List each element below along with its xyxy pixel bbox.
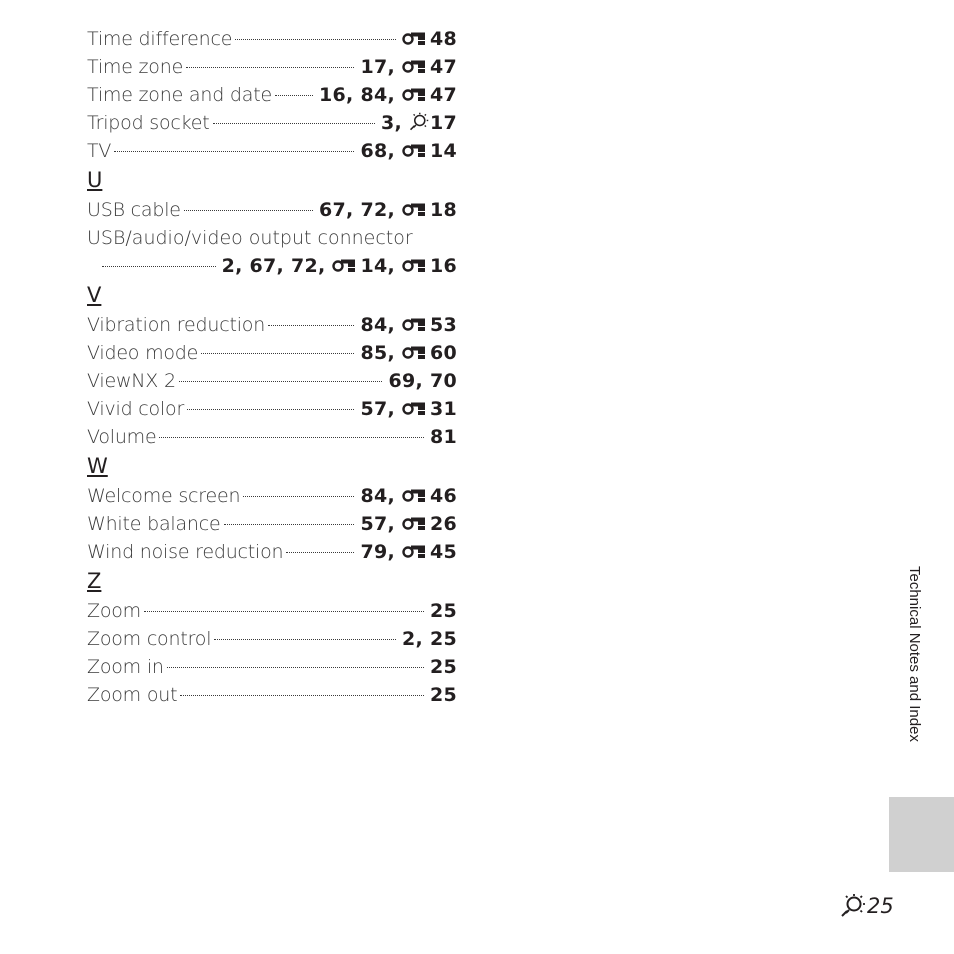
page-ref-numbers: 84,	[360, 314, 402, 336]
index-term: Time zone and date	[87, 84, 272, 106]
dot-leader	[180, 695, 424, 696]
section-thumb-tab	[889, 797, 954, 872]
index-term: Vibration reduction	[87, 314, 266, 336]
index-entry	[87, 81, 457, 109]
dot-leader	[184, 210, 313, 211]
page-references	[319, 81, 457, 109]
page-ref-section-number: 53	[429, 314, 457, 336]
reference-section-icon	[402, 81, 428, 109]
page-ref-numbers: 67, 72,	[319, 199, 402, 221]
index-letter-heading: Z	[87, 569, 102, 593]
index-term: Zoom control	[87, 628, 212, 650]
reference-section-icon	[402, 252, 428, 280]
dot-leader	[179, 381, 383, 382]
page-references	[430, 597, 457, 625]
page-references	[430, 681, 457, 709]
page-ref-section-number: 48	[429, 28, 457, 50]
dot-leader	[186, 67, 354, 68]
page-ref-numbers: 17,	[360, 56, 402, 78]
page-references	[402, 625, 457, 653]
reference-section-icon	[402, 53, 428, 81]
reference-section-icon	[402, 196, 428, 224]
reference-section-icon	[402, 538, 428, 566]
dot-leader	[213, 123, 375, 124]
index-entry	[87, 53, 457, 81]
page-references	[360, 510, 457, 538]
page-references	[360, 311, 457, 339]
index-entry	[87, 510, 457, 538]
index-term: Video mode	[87, 342, 199, 364]
page-ref-numbers: 68,	[360, 140, 402, 162]
page-number-text: 25	[867, 894, 894, 918]
dot-leader	[224, 524, 355, 525]
page-references	[388, 367, 457, 395]
tip-section-icon	[409, 112, 430, 134]
index-term: Zoom	[87, 600, 141, 622]
reference-section-icon	[332, 252, 358, 280]
index-entry	[87, 395, 457, 423]
page-references	[319, 196, 457, 224]
reference-section-icon	[402, 510, 428, 538]
page-ref-numbers: 57,	[360, 513, 402, 535]
page-references	[222, 252, 457, 280]
dot-leader	[275, 95, 313, 96]
page-references	[430, 653, 457, 681]
page-ref-numbers: 3,	[381, 112, 409, 134]
dot-leader	[167, 667, 424, 668]
index-entry	[87, 482, 457, 510]
page-number	[840, 890, 894, 922]
page-references	[381, 109, 457, 137]
index-entry	[87, 597, 457, 625]
page-references	[360, 395, 457, 423]
page-ref-section-number: 45	[429, 541, 457, 563]
reference-section-icon	[402, 311, 428, 339]
dot-leader	[201, 353, 354, 354]
index-term: TV	[87, 140, 112, 162]
index-entry	[87, 137, 457, 165]
dot-leader	[214, 639, 396, 640]
dot-leader	[243, 496, 354, 497]
page-ref-section-number: 47	[429, 84, 457, 106]
dot-leader	[268, 325, 354, 326]
page-ref-numbers: 2, 25	[402, 628, 457, 650]
index-term: Time difference	[87, 28, 233, 50]
page-ref-section-number: 46	[429, 485, 457, 507]
page-references	[360, 339, 457, 367]
index-entry	[87, 109, 457, 137]
index-entry	[87, 339, 457, 367]
reference-section-icon	[402, 137, 428, 165]
index-entry	[87, 653, 457, 681]
index-term: Zoom out	[87, 684, 178, 706]
page-references	[360, 538, 457, 566]
dot-leader	[286, 552, 354, 553]
page-ref-numbers: 84,	[360, 485, 402, 507]
index-entry	[87, 367, 457, 395]
page-ref-numbers: 69, 70	[388, 370, 457, 392]
reference-section-icon	[402, 339, 428, 367]
dot-leader	[144, 611, 424, 612]
page-ref-numbers: 2, 67, 72,	[221, 255, 333, 277]
page-ref-numbers: 57,	[360, 398, 402, 420]
index-list	[87, 25, 457, 709]
page-references	[360, 137, 457, 165]
index-term: Tripod socket	[87, 112, 210, 134]
index-entry	[87, 25, 457, 53]
index-term: USB/audio/video output connector	[87, 227, 413, 249]
dot-leader	[187, 409, 354, 410]
page-ref-section-number: 17	[429, 112, 457, 134]
index-entry	[87, 423, 457, 451]
reference-section-icon	[402, 25, 428, 53]
page-ref-section-number: 31	[429, 398, 457, 420]
reference-section-icon	[402, 395, 428, 423]
index-entry	[87, 311, 457, 339]
index-term: Welcome screen	[87, 485, 241, 507]
index-entry	[87, 681, 457, 709]
dot-leader	[102, 266, 216, 267]
page-ref-section-number: 16	[429, 255, 457, 277]
page-ref-section-number: 18	[429, 199, 457, 221]
dot-leader	[235, 39, 396, 40]
index-entry	[87, 196, 457, 224]
page-ref-numbers: 25	[429, 600, 457, 622]
page-ref-numbers: 16, 84,	[319, 84, 402, 106]
index-term: Time zone	[87, 56, 184, 78]
page-ref-numbers: 81	[429, 426, 457, 448]
page-ref-section-number: 14,	[360, 255, 402, 277]
tip-section-icon	[840, 893, 866, 919]
page-ref-numbers: 25	[429, 684, 457, 706]
section-side-label: Technical Notes and Index	[906, 566, 923, 742]
index-term: White balance	[87, 513, 221, 535]
index-letter-heading: U	[87, 168, 103, 192]
page-ref-numbers: 85,	[360, 342, 402, 364]
reference-section-icon	[402, 482, 428, 510]
index-letter-heading: V	[87, 283, 102, 307]
page-ref-numbers: 79,	[360, 541, 402, 563]
index-term: Zoom in	[87, 656, 164, 678]
page-references	[360, 53, 457, 81]
page-ref-section-number: 47	[429, 56, 457, 78]
page-references	[402, 25, 457, 53]
index-letter-heading: W	[87, 454, 108, 478]
page-ref-section-number: 26	[429, 513, 457, 535]
dot-leader	[114, 151, 354, 152]
index-term: Volume	[87, 426, 157, 448]
index-term: USB cable	[87, 199, 181, 221]
page-references	[430, 423, 457, 451]
page-ref-section-number: 14	[429, 140, 457, 162]
index-term: Wind noise reduction	[87, 541, 284, 563]
index-entry	[87, 538, 457, 566]
page-references	[360, 482, 457, 510]
page-ref-section-number: 60	[429, 342, 457, 364]
page-ref-numbers: 25	[429, 656, 457, 678]
index-entry	[87, 625, 457, 653]
index-term: Vivid color	[87, 398, 185, 420]
dot-leader	[159, 437, 423, 438]
index-term: ViewNX 2	[87, 370, 176, 392]
index-entry-continuation	[87, 252, 457, 280]
